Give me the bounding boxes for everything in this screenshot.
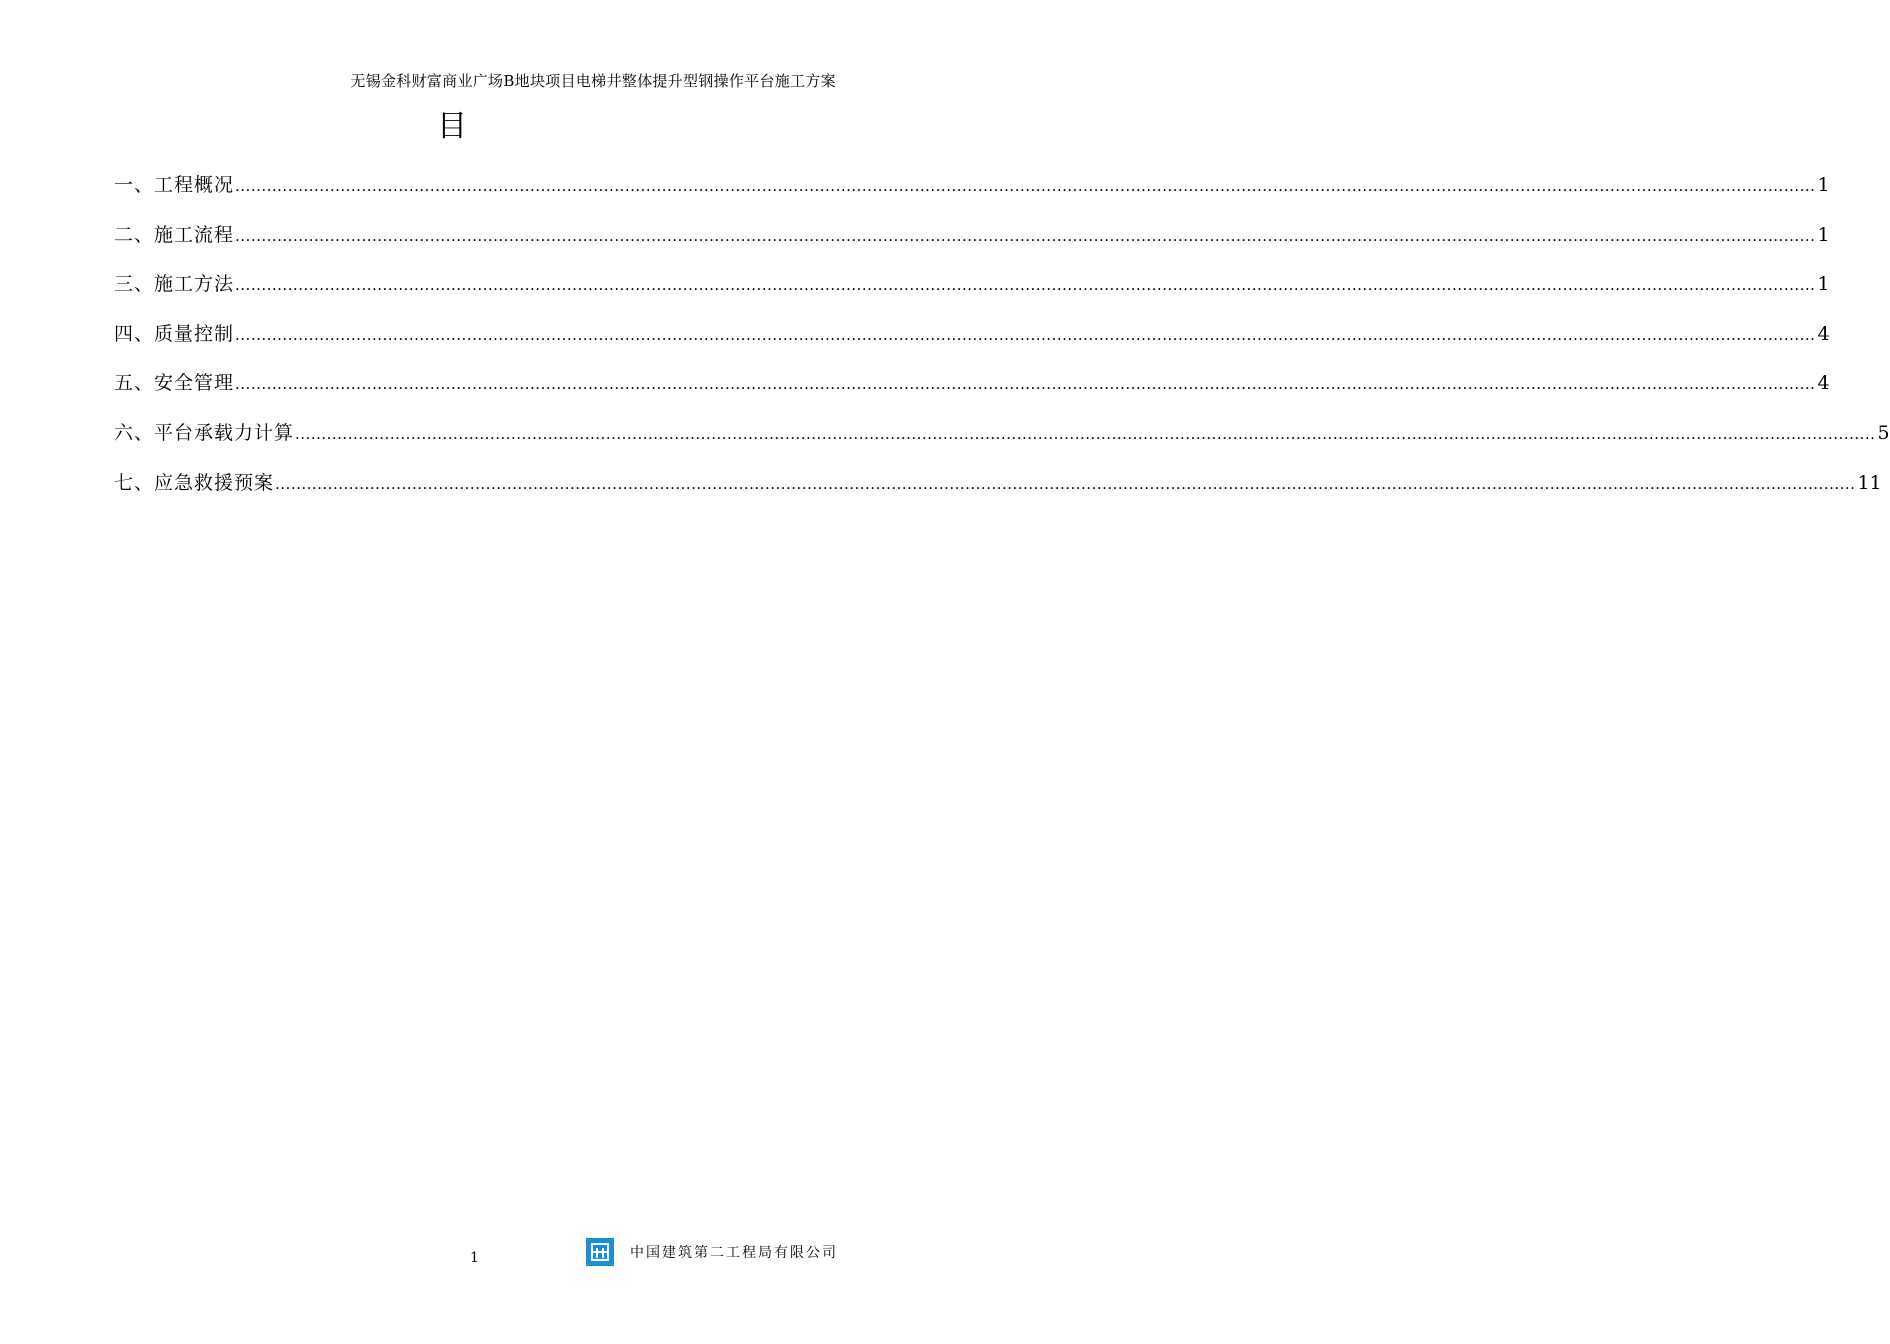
toc-entry-6[interactable] xyxy=(114,416,1890,466)
toc-entry-page: 1 xyxy=(1817,273,1830,296)
toc-dot-leader: ............................................................................................................................................................................................................................................................................................................ xyxy=(235,226,1816,245)
toc-entry-1[interactable] xyxy=(114,168,1830,218)
footer-brand xyxy=(586,1238,838,1266)
toc-entry-3[interactable] xyxy=(114,267,1830,317)
toc-entry-label: 六、平台承载力计算 xyxy=(114,421,295,444)
toc-entry-label: 三、施工方法 xyxy=(114,273,235,296)
toc-heading: 目 xyxy=(437,109,467,144)
document-header-title: 无锡金科财富商业广场B地块项目电梯井整体提升型钢操作平台施工方案 xyxy=(350,72,836,90)
toc-entry-5[interactable] xyxy=(114,366,1830,416)
toc-entry-label: 七、应急救援预案 xyxy=(114,471,275,494)
toc-entry-label: 五、安全管理 xyxy=(114,372,235,395)
toc-entry-page: 4 xyxy=(1817,322,1830,345)
toc-entry-4[interactable] xyxy=(114,317,1830,367)
toc-entry-label: 二、施工流程 xyxy=(114,223,235,246)
toc-entry-page: 4 xyxy=(1817,372,1830,395)
toc-entry-page: 11 xyxy=(1857,471,1882,494)
toc-dot-leader: ............................................................................................................................................................................................................................................................................................................ xyxy=(235,375,1816,394)
toc-dot-leader: ............................................................................................................................................................................................................................................................................................................ xyxy=(235,325,1816,344)
toc-entry-page: 1 xyxy=(1817,174,1830,196)
toc-dot-leader: ............................................................................................................................................................................................................................................................................................................ xyxy=(275,474,1856,493)
toc-entry-label: 四、质量控制 xyxy=(114,322,235,345)
table-of-contents xyxy=(114,168,1890,515)
toc-entry-page: 5 xyxy=(1877,421,1890,444)
toc-dot-leader: ............................................................................................................................................................................................................................................................................................................ xyxy=(235,177,1816,195)
cscec-logo-icon xyxy=(586,1238,614,1266)
toc-dot-leader: ............................................................................................................................................................................................................................................................................................................ xyxy=(295,424,1876,443)
toc-entry-2[interactable] xyxy=(114,218,1830,268)
company-name: 中国建筑第二工程局有限公司 xyxy=(630,1245,838,1261)
toc-entry-label: 一、工程概况 xyxy=(114,174,235,196)
toc-entry-page: 1 xyxy=(1817,223,1830,246)
toc-entry-7[interactable] xyxy=(114,466,1882,516)
page-number: 1 xyxy=(470,1250,479,1266)
toc-dot-leader: ............................................................................................................................................................................................................................................................................................................ xyxy=(235,276,1816,295)
